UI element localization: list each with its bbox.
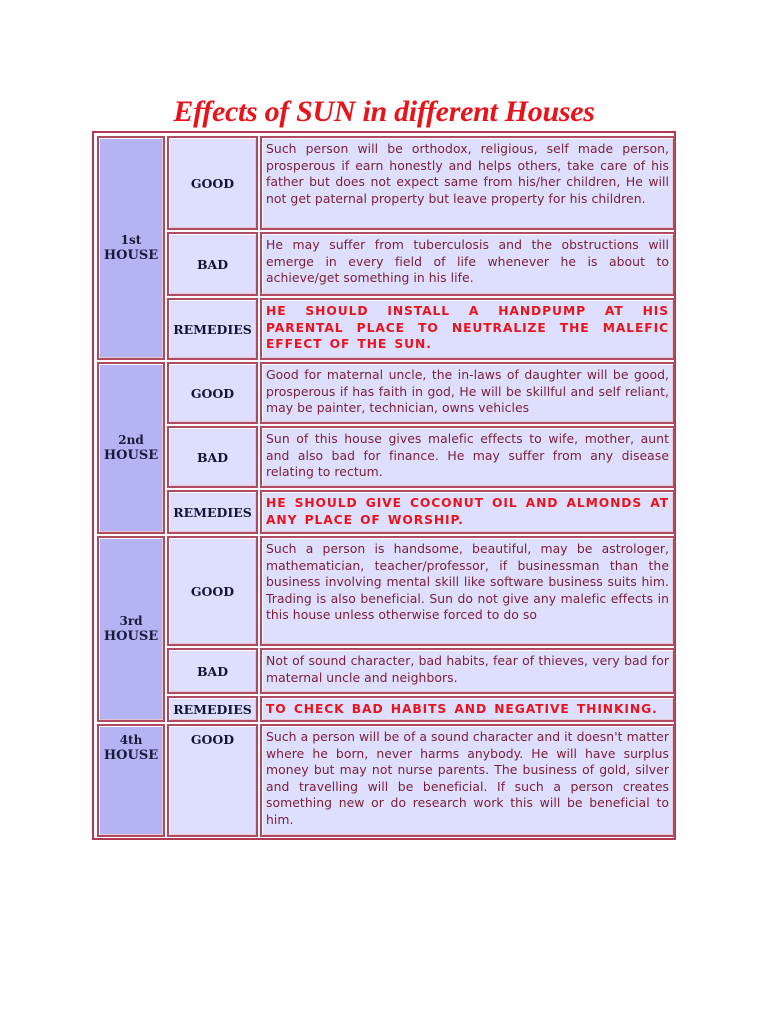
house-3-good-text: Such a person is handsome, beautiful, may be astrologer, mathematician, teacher/professor, if businessman than the business involving mental skill like software business suits him. Trading is also beneficial. Sun do not give any malefic effects in this house unless otherwise forced to do so xyxy=(266,541,669,623)
house-1-remedies-label: REMEDIES xyxy=(173,321,252,337)
house-3-bad-text: Not of sound character, bad habits, fear of thieves, very bad for maternal uncle and neighbors. xyxy=(266,653,669,685)
house-1-remedies-cell xyxy=(260,298,675,360)
page-title: Effects of SUN in different Houses xyxy=(173,95,595,128)
house-2-bad-text: Sun of this house gives malefic effects to wife, mother, aunt and also bad for finance. He may suffer from any disease relating to rectum. xyxy=(266,431,669,480)
house-1-bad-label: BAD xyxy=(196,256,229,272)
house-2-label: HOUSE xyxy=(103,448,159,463)
house-1-good-type xyxy=(167,136,258,230)
house-2-good-cell xyxy=(260,362,675,424)
house-2-remedies-text: HE SHOULD GIVE COCONUT OIL AND ALMONDS AT ANY PLACE OF WORSHIP. xyxy=(266,496,669,527)
house-2-good-text: Good for maternal uncle, the in-laws of daughter will be good, prosperous if has faith in god, He will be skillful and self reliant, may be painter, technician, owns vehicles xyxy=(266,367,669,416)
house-1-good-text: Such person will be orthodox, religious, self made person, prosperous if earn honestly and helps others, take care of his father but does not expect same from his/her children, He will not get paternal property but leave property for his children. xyxy=(266,141,669,206)
house-2-number: 2nd xyxy=(118,433,144,447)
house-1-remedies-type xyxy=(167,298,258,360)
house-3-good-cell xyxy=(260,536,675,646)
house-2-good-type xyxy=(167,362,258,424)
house-2-bad-label: BAD xyxy=(196,449,229,465)
house-4-good-text: Such a person will be of a sound character and it doesn't matter where he born, never harms anybody. He will have surplus money but may not nurse parents. The business of gold, silver and travelling will be beneficial. If such a person creates something new or do research work this will be beneficial to him. xyxy=(266,729,669,827)
house-3-bad-cell xyxy=(260,648,675,694)
house-3-remedies-type xyxy=(167,696,258,722)
house-1-bad-cell xyxy=(260,232,675,296)
house-3-label: HOUSE xyxy=(103,629,159,644)
house-2-good-label: GOOD xyxy=(190,385,235,401)
house-1-label: HOUSE xyxy=(103,248,159,263)
house-3-good-label: GOOD xyxy=(190,583,235,599)
house-4-good-cell xyxy=(260,724,675,837)
house-4-good-type xyxy=(167,724,258,837)
house-1-good-label: GOOD xyxy=(190,175,235,191)
house-3-cell xyxy=(97,536,165,722)
houses-table xyxy=(92,131,676,840)
house-2-remedies-label: REMEDIES xyxy=(173,504,252,520)
house-1-bad-type xyxy=(167,232,258,296)
house-2-remedies-type xyxy=(167,490,258,534)
house-3-remedies-cell xyxy=(260,696,675,722)
house-2-bad-type xyxy=(167,426,258,488)
house-1-remedies-text: HE SHOULD INSTALL A HANDPUMP AT HIS PARENTAL PLACE TO NEUTRALIZE THE MALEFIC EFFECT OF THE SUN. xyxy=(266,304,669,352)
house-2-bad-cell xyxy=(260,426,675,488)
house-4-cell xyxy=(97,724,165,837)
house-3-remedies-text: TO CHECK BAD HABITS AND NEGATIVE THINKING. xyxy=(266,702,658,716)
house-3-bad-label: BAD xyxy=(196,663,229,679)
house-1-cell xyxy=(97,136,165,360)
house-4-number: 4th xyxy=(119,733,143,747)
house-1-good-cell xyxy=(260,136,675,230)
house-1-number: 1st xyxy=(120,233,142,247)
house-3-bad-type xyxy=(167,648,258,694)
house-4-label: HOUSE xyxy=(103,748,159,763)
house-2-remedies-cell xyxy=(260,490,675,534)
house-3-good-type xyxy=(167,536,258,646)
house-3-remedies-label: REMEDIES xyxy=(173,701,252,717)
house-4-good-label: GOOD xyxy=(190,732,235,747)
house-2-cell xyxy=(97,362,165,534)
house-1-bad-text: He may suffer from tuberculosis and the obstructions will emerge in every field of life whenever he is about to achieve/get something in his life. xyxy=(266,237,669,286)
house-3-number: 3rd xyxy=(119,614,143,628)
